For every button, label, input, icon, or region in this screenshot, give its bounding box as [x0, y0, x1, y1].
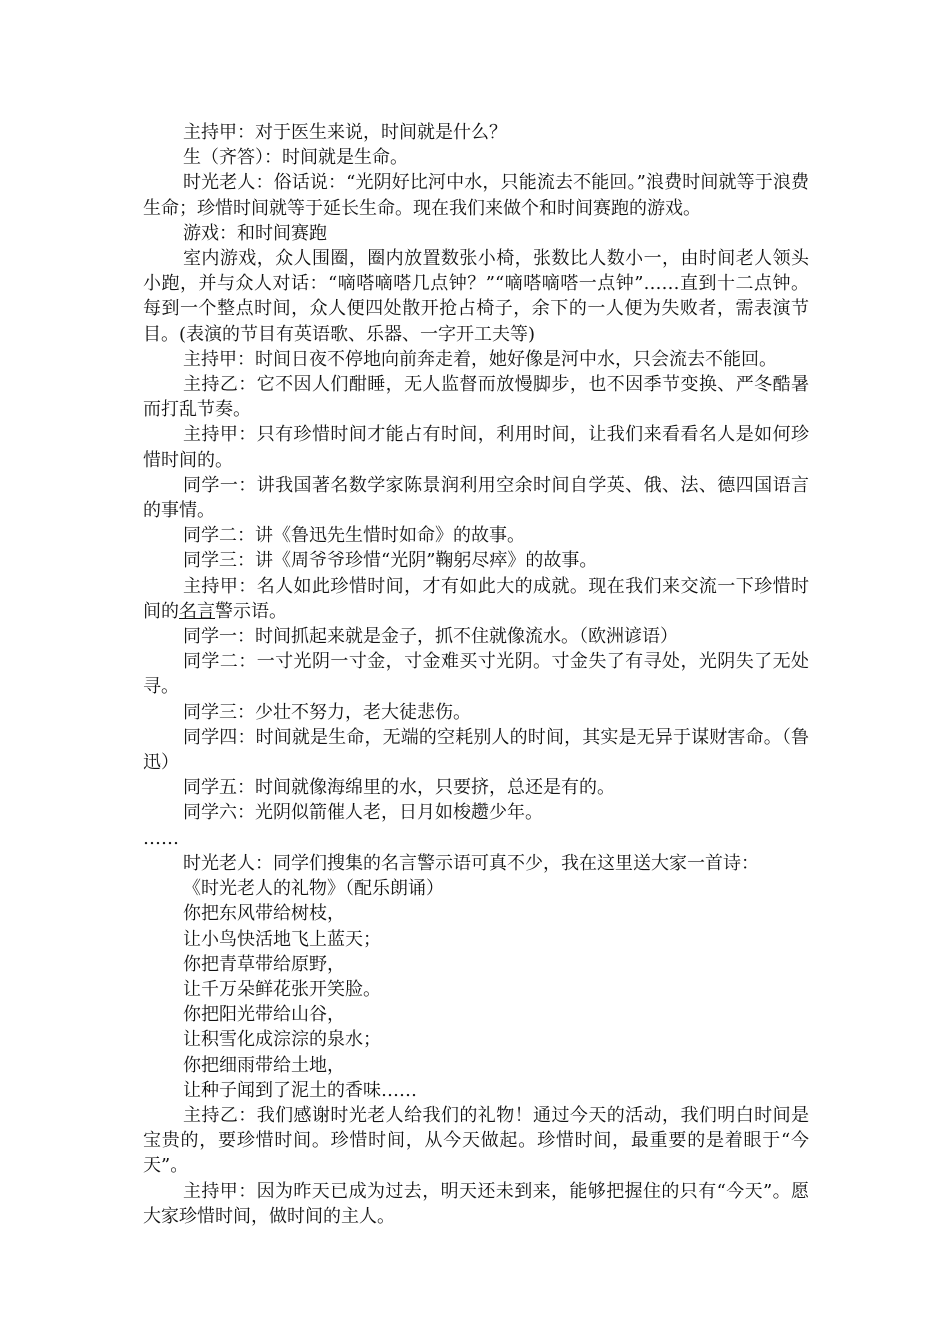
- document-body: [143, 120, 809, 1229]
- line-student-6-motto: 同学六：光阴似箭催人老，日月如梭趱少年。: [183, 802, 543, 824]
- line-time-elder-proverb: 时光老人：俗话说：“光阴好比河中水，只能流去不能回。”浪费时间就等于浪费生命；珍惜时间就等于延长生命。现在我们来做个和时间赛跑的游戏。: [143, 172, 809, 219]
- underlined-word: 名言: [179, 600, 215, 622]
- line-student-1-motto: 同学一：时间抓起来就是金子，抓不住就像流水。（欧洲谚语）: [183, 626, 678, 648]
- poem-line: 让积雪化成淙淙的泉水；: [183, 1029, 381, 1051]
- line-student-1-story: 同学一：讲我国著名数学家陈景润利用空余时间自学英、俄、法、德四国语言的事情。: [143, 474, 809, 522]
- line-game-title: 游戏：和时间赛跑: [183, 222, 327, 244]
- line-student-2-story: 同学二：讲《鲁迅先生惜时如命》的故事。: [183, 525, 525, 547]
- line-host-a-river: 主持甲：时间日夜不停地向前奔走着，她好像是河中水，只会流去不能回。: [183, 348, 777, 370]
- line-student-2-motto: 同学二：一寸光阴一寸金，寸金难买寸光阴。寸金失了有寻处，光阴失了无处寻。: [143, 651, 809, 698]
- line-host-a-closing: 主持甲：因为昨天已成为过去，明天还未到来，能够把握住的只有“今天”。愿大家珍惜时间，做时间的主人。: [143, 1180, 809, 1227]
- line-host-b-thanks: 主持乙：我们感谢时光老人给我们的礼物！通过今天的活动，我们明白时间是宝贵的，要珍惜时间。珍惜时间，从今天做起。珍惜时间，最重要的是着眼于“今天”。: [143, 1104, 809, 1177]
- poem-line: 让种子闻到了泥土的香味……: [183, 1079, 417, 1101]
- line-host-a-mottos: [143, 574, 809, 624]
- line-ellipsis: ……: [143, 827, 179, 849]
- line-game-rules: 室内游戏，众人围圈，圈内放置数张小椅，张数比人数小一，由时间老人领头小跑，并与众人对话：“嘀嗒嘀嗒几点钟？”“嘀嗒嘀嗒一点钟”……直到十二点钟。每到一个整点时间，众人便四处散开抢占椅子，余下的一人便为失败者，需表演节目。(表演的节目有英语歌、乐器、一字开工夫等): [143, 248, 809, 345]
- line-host-b-rhythm: 主持乙：它不因人们酣睡，无人监督而放慢脚步，也不因季节变换、严冬酷暑而打乱节奏。: [143, 374, 809, 421]
- poem-line: 让小鸟快活地飞上蓝天；: [183, 928, 381, 950]
- line-student-5-motto: 同学五：时间就像海绵里的水，只要挤，总还是有的。: [183, 777, 615, 799]
- line-student-3-story: 同学三：讲《周爷爷珍惜“光阴”鞠躬尽瘁》的故事。: [183, 550, 598, 572]
- line-host-a-famous-people: 主持甲：只有珍惜时间才能占有时间，利用时间，让我们来看看名人是如何珍惜时间的。: [143, 424, 809, 471]
- mottos-intro-tail: 警示语。: [215, 600, 287, 622]
- line-time-elder-poem-intro: 时光老人：同学们搜集的名言警示语可真不少，我在这里送大家一首诗：: [183, 852, 759, 874]
- line-host-a-question: 主持甲：对于医生来说，时间就是什么？: [183, 122, 507, 143]
- poem-line: 你把东风带给树枝，: [183, 903, 345, 925]
- poem-line: 你把青草带给原野，: [183, 953, 345, 975]
- poem-title: 《时光老人的礼物》（配乐朗诵）: [183, 878, 444, 900]
- line-students-answer: 生（齐答）：时间就是生命。: [183, 147, 408, 169]
- mottos-intro-text: 主持甲：名人如此珍惜时间，才有如此大的成就。现在我们来交流一下珍惜时间的: [143, 575, 809, 622]
- poem-line: 让千万朵鲜花张开笑脸。: [183, 978, 381, 1000]
- line-student-4-motto: 同学四：时间就是生命，无端的空耗别人的时间，其实是无异于谋财害命。（鲁迅）: [143, 726, 809, 774]
- line-student-3-motto: 同学三：少壮不努力，老大徒悲伤。: [183, 701, 471, 723]
- poem-line: 你把细雨带给土地，: [183, 1054, 345, 1076]
- poem-line: 你把阳光带给山谷，: [183, 1004, 345, 1026]
